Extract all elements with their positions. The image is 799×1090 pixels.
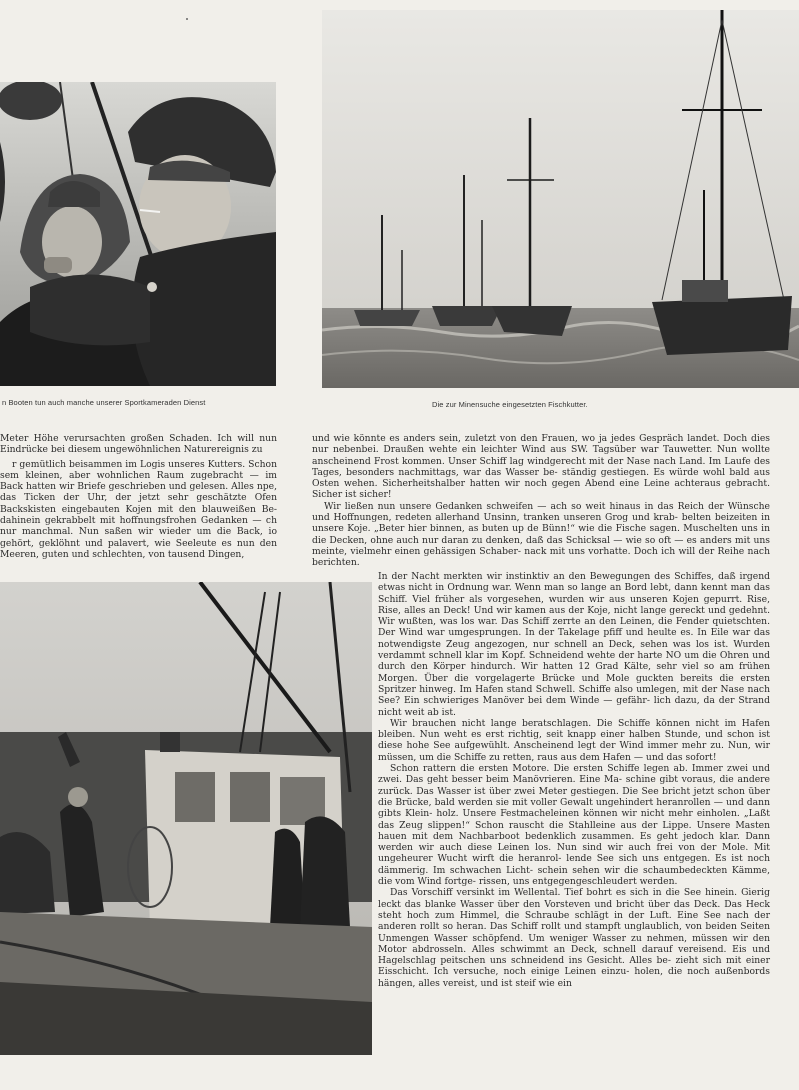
article-column-left [0, 433, 277, 575]
article-paragraph: und wie könnte es anders sein, zuletzt von den Frauen, wo ja jedes Gespräch landet. Doch dies nur nebenbei. Draußen wehte ein leichter Wind aus SW. Tagsüber war Tauwetter. Nun wollte anscheinend Frost kommen. Unser Schiff lag windgerecht mit der Nase nach Land. Im Laufe des Tages, besonders nachmittags, war das Wasser be- ständig gestiegen. Es würde wohl bald aus Osten wehen. Sicherheitshalber hatten wir noch gegen Abend eine Leine achteraus gebracht. Sicher ist sicher! [312, 433, 770, 501]
article-paragraph: Das Vorschiff versinkt im Wellental. Tief bohrt es sich in die See hinein. Gierig leckt das blanke Wasser über den Vorsteven und bricht über das Deck. Das Heck steht hoch zum Himmel, die Schraube schlägt in der Luft. Eine See nach der anderen rollt so heran. Das Schiff rollt und stampft unglaublich, von beiden Seiten Unmengen Wasser schöpfend. Um weniger Wasser zu nehmen, müssen wir den Motor abdrosseln. Alles schwimmt an Deck, schnell darauf vereisend. Eis und Hagelschlag peitschen uns schneidend ins Gesicht. Alles be- zieht sich mit einer Eisschicht. Ich versuche, noch einige Leinen einzu- holen, die noch außenbords hängen, alles vereist, und ist steif wie ein [378, 887, 770, 989]
caption-cutters: Die zur Minensuche eingesetzten Fischkutter. [432, 400, 588, 409]
article-column-lower [378, 571, 770, 989]
caption-fishermen: n Booten tun auch manche unserer Sportkameraden Dienst [2, 398, 206, 407]
article-paragraph: Wir brauchen nicht lange beratschlagen. Die Schiffe können nicht im Hafen bleiben. Nun weht es erst richtig, seit knapp einer halben Stunde, und schon ist diese hohe See aufgewühlt. Anscheinend legt der Wind immer mehr zu. Nun, wir müssen, um die Schiffe zu retten, raus aus dem Hafen — und das sofort! [378, 717, 770, 763]
photo-fishermen [0, 82, 276, 386]
article-paragraph: Meter Höhe verursachten großen Schaden. Ich will nun Eindrücke bei diesem ungewöhnlichen Naturereignis zu [0, 433, 277, 456]
article-paragraph: Schon rattern die ersten Motore. Die ersten Schiffe legen ab. Immer zwei und zwei. Das geht besser beim Manövrieren. Eine Ma- schine gibt voraus, die andere zurück. Das Wasser ist über zwei Meter gestiegen. Die See bricht jetzt schon über die Brücke, bald werden sie mit voller Gewalt ungehindert heranrollen — und dann gibts Klein- holz. Unsere Festmacheleinen können wir nicht mehr einholen. „Laßt das Zeug slippen!“ Schon rauscht die Stahlleine aus der Lippe. Unsere Masten hauen mit dem Nachbarboot bedenklich zusammen. Es geht jedoch klar. Dann werden wir auch diese Leinen los. Nun sind wir auch frei von der Mole. Mit ungeheurer Wucht wirft die heranrol- lende See sich uns entgegen. Es ist noch dämmerig. Im schwachen Licht- schein sehen wir die schaumbedeckten Kämme, die vom Wind fortge- rissen, uns entgegengeschleudert werden. [378, 763, 770, 888]
article-column-right [312, 433, 770, 569]
article-paragraph: In der Nacht merkten wir instinktiv an den Bewegungen des Schiffes, daß irgend etwas nicht in Ordnung war. Wenn man so lange an Bord lebt, dann kennt man das Schiff. Viel früher als vorgesehen, wurden wir aus unseren Kojen gepurrt. Rise, Rise, alles an Deck! Und wir kamen aus der Koje, nicht lange gereckt und gedehnt. Wir wußten, was los war. Das Schiff zerrte an den Leinen, die Fender quietschten. Der Wind war umgesprungen. In der Takelage pfiff und heulte es. In Eile war das notwendigste Zeug angezogen, nur schnell an Deck, sehen was los ist. Wurden verdammt schnell klar im Kopf. Schneidend wehte der harte NO um die Ohren und durch den Körper hindurch. Wir hatten 12 Grad Kälte, sehr viel so am frühen Morgen. Über die vorgelagerte Brücke und Mole guckten bereits die ersten Spritzer hinweg. Im Hafen stand Schwell. Schiffe also umlegen, mit der Nase nach See? Ein schwieriges Manöver bei dem Winde — gefähr- lich dazu, da der Strand nicht weit ab ist. [378, 571, 770, 718]
photo-minesweeping-cutters [322, 10, 799, 388]
article-paragraph: r gemütlich beisammen im Logis unseres Kutters. Schon sem kleinen, aber wohnlichen Raum zugebracht — im Back hatten wir Briefe geschrieben und gelesen. Alles npe, das Ticken der Uhr, der jetzt sehr geschätzte Ofen Backskisten eingebauten Kojen mit den blauweißen Be- dahinein gekrabbelt mit hoffnungsfrohen Gedanken — ch nur manchmal. Nun saßen wir wieder um die Back, io gehört, geklöhnt und palavert, wie Seeleute es nun den Meeren, guten und schlechten, von tausend Dingen, [0, 458, 277, 560]
photo-crew-on-deck [0, 582, 372, 1055]
article-paragraph: Wir ließen nun unsere Gedanken schweifen — ach so weit hinaus in das Reich der Wünsche und Hoffnungen, redeten allerhand Unsinn, tranken unseren Grog und krab- belten beizeiten in unsere Koje. „Beter hier binnen, as buten up de Bünn!“ wie die Fische sagen. Muschelten uns in die Decken, ohne auch nur daran zu denken, daß das Schicksal — wie so oft — es anders mit uns meinte, vielmehr einen gehässigen Schaber- nack mit uns vorhatte. Doch ich will der Reihe nach berichten. [312, 500, 770, 569]
page-speck [186, 18, 188, 20]
